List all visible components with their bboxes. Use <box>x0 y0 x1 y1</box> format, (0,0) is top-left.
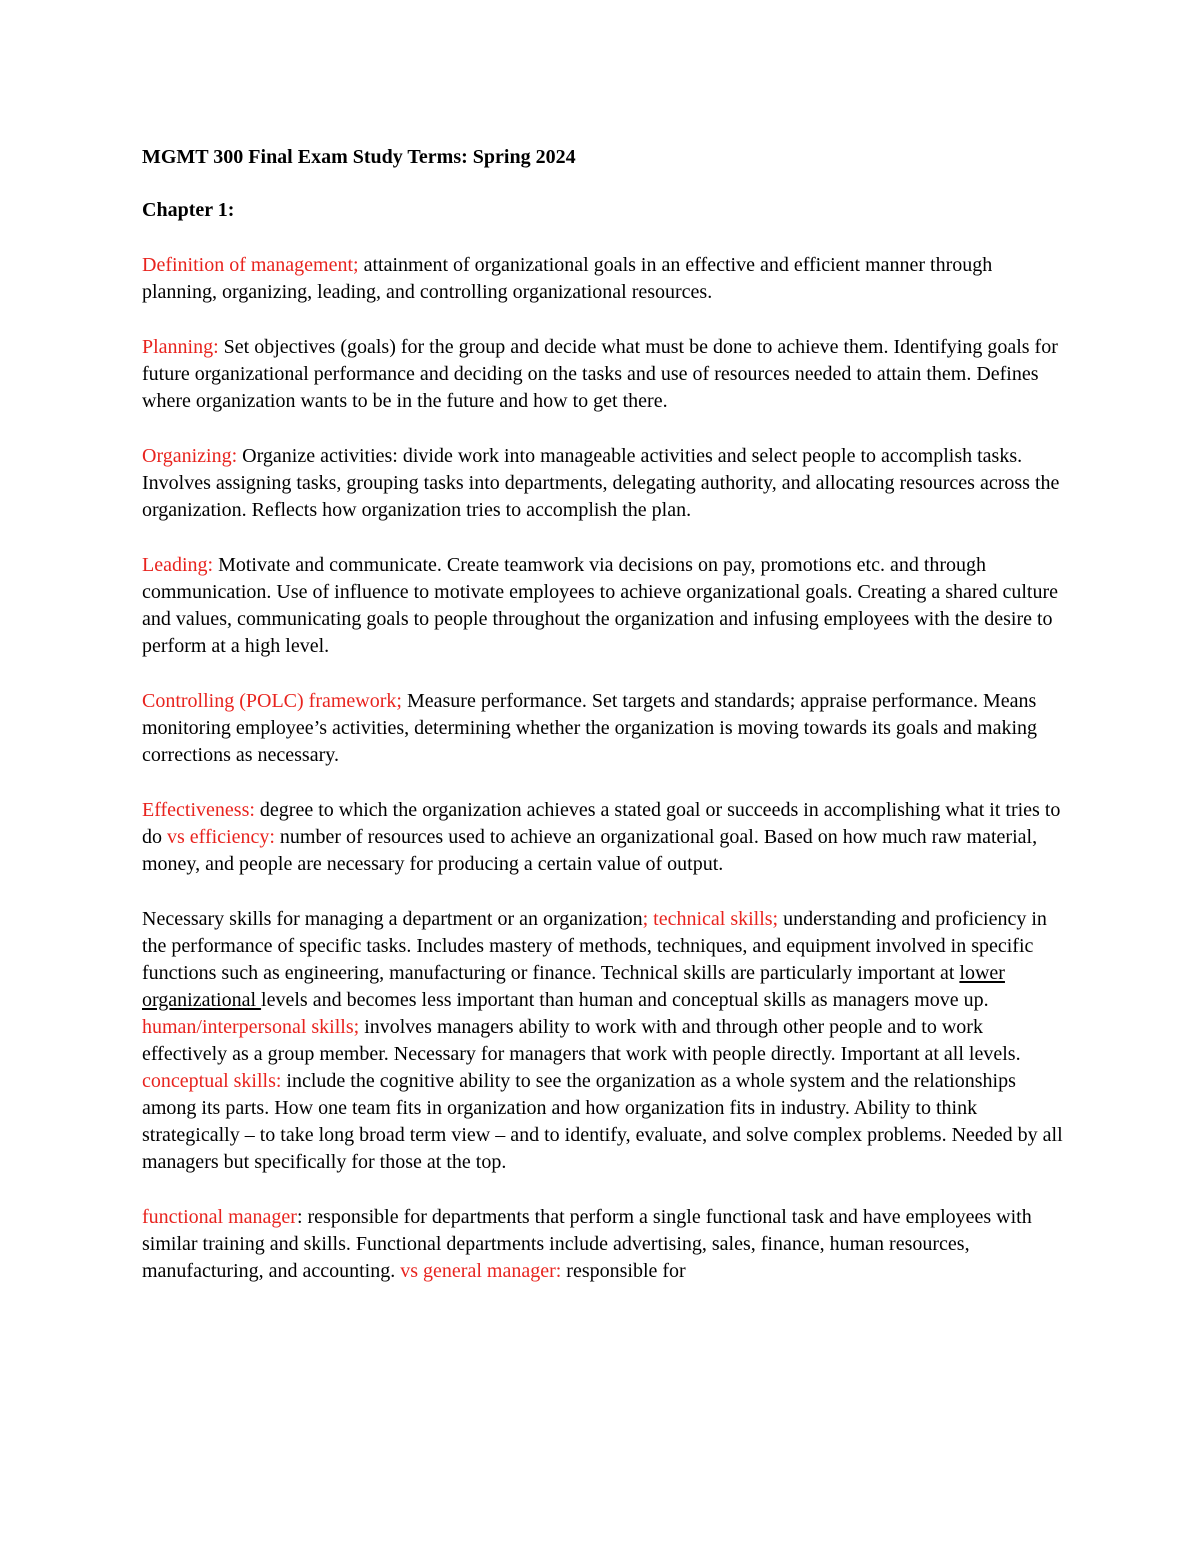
body-text: attainment of organizational goals in an effective and efficient manner through planning, organizing, leading, and controlling organizational resources. <box>142 254 993 303</box>
paragraph-functional-manager <box>142 1204 1072 1285</box>
chapter-heading: Chapter 1: <box>142 199 235 221</box>
document-body <box>142 144 1072 1313</box>
body-text: Motivate and communicate. Create teamwork via decisions on pay, promotions etc. and through communication. Use of influence to motivate employees to achieve organizational goals. Creating a shared culture and values, communicating goals to people throughout the organization and infusing employees with the desire to perform at a high level. <box>142 554 1058 657</box>
body-text: Organize activities: divide work into manageable activities and select people to accomplish tasks. Involves assigning tasks, grouping tasks into departments, delegating authority, and allocating resources across the organization. Reflects how organization tries to accomplish the plan. <box>142 445 1060 521</box>
term-label: functional manager <box>142 1206 297 1228</box>
term-label: ; technical skills; <box>642 908 779 930</box>
underlined-text: lower organizational <box>142 962 1005 1011</box>
body-text: responsible for <box>561 1260 686 1282</box>
body-text: levels and becomes less important than human and conceptual skills as managers move up. <box>261 989 989 1011</box>
paragraph-list <box>142 252 1072 1285</box>
paragraph-controlling <box>142 688 1072 769</box>
term-label: vs general manager: <box>400 1260 562 1282</box>
term-label: Planning: <box>142 336 219 358</box>
paragraph-management <box>142 252 1072 306</box>
body-text: degree to which the organization achieves a stated goal or succeeds in accomplishing what it tries to do <box>142 799 1061 848</box>
paragraph-skills <box>142 906 1072 1176</box>
paragraph-effectiveness <box>142 797 1072 878</box>
term-label: human/interpersonal skills; <box>142 1016 360 1038</box>
term-label: Organizing: <box>142 445 238 467</box>
term-label: Effectiveness: <box>142 799 255 821</box>
paragraph-organizing <box>142 443 1072 524</box>
term-label: Controlling (POLC) framework; <box>142 690 402 712</box>
body-text: understanding and proficiency in the performance of specific tasks. Includes mastery of methods, techniques, and equipment involved in specific functions such as engineering, manufacturing or finance. Technical skills are particularly important at <box>142 908 1047 984</box>
paragraph-leading <box>142 552 1072 660</box>
term-label: conceptual skills: <box>142 1070 282 1092</box>
body-text: number of resources used to achieve an organizational goal. Based on how much raw material, money, and people are necessary for producing a certain value of output. <box>142 826 1038 875</box>
body-text: Necessary skills for managing a department or an organization <box>142 908 643 930</box>
body-text: involves managers ability to work with and through other people and to work effectively as a group member. Necessary for managers that work with people directly. Important at all levels. <box>142 1016 1021 1065</box>
body-text: : responsible for departments that perform a single functional task and have employees with similar training and skills. Functional departments include advertising, sales, finance, human resources, manufacturing, and accounting. <box>142 1206 1032 1282</box>
body-text: Set objectives (goals) for the group and decide what must be done to achieve them. Identifying goals for future organizational performance and deciding on the tasks and use of resources needed to attain them. Defines where organization wants to be in the future and how to get there. <box>142 336 1058 412</box>
document-title: MGMT 300 Final Exam Study Terms: Spring 2024 <box>142 146 576 168</box>
body-text: include the cognitive ability to see the organization as a whole system and the relationships among its parts. How one team fits in organization and how organization fits in industry. Ability to think strategically – to take long broad term view – and to identify, evaluate, and solve complex problems. Needed by all managers but specifically for those at the top. <box>142 1070 1063 1173</box>
term-label: vs efficiency: <box>167 826 275 848</box>
body-text: Measure performance. Set targets and standards; appraise performance. Means monitoring employee’s activities, determining whether the organization is moving towards its goals and making corrections as necessary. <box>142 690 1038 766</box>
paragraph-planning <box>142 334 1072 415</box>
term-label: Definition of management; <box>142 254 359 276</box>
term-label: Leading: <box>142 554 214 576</box>
